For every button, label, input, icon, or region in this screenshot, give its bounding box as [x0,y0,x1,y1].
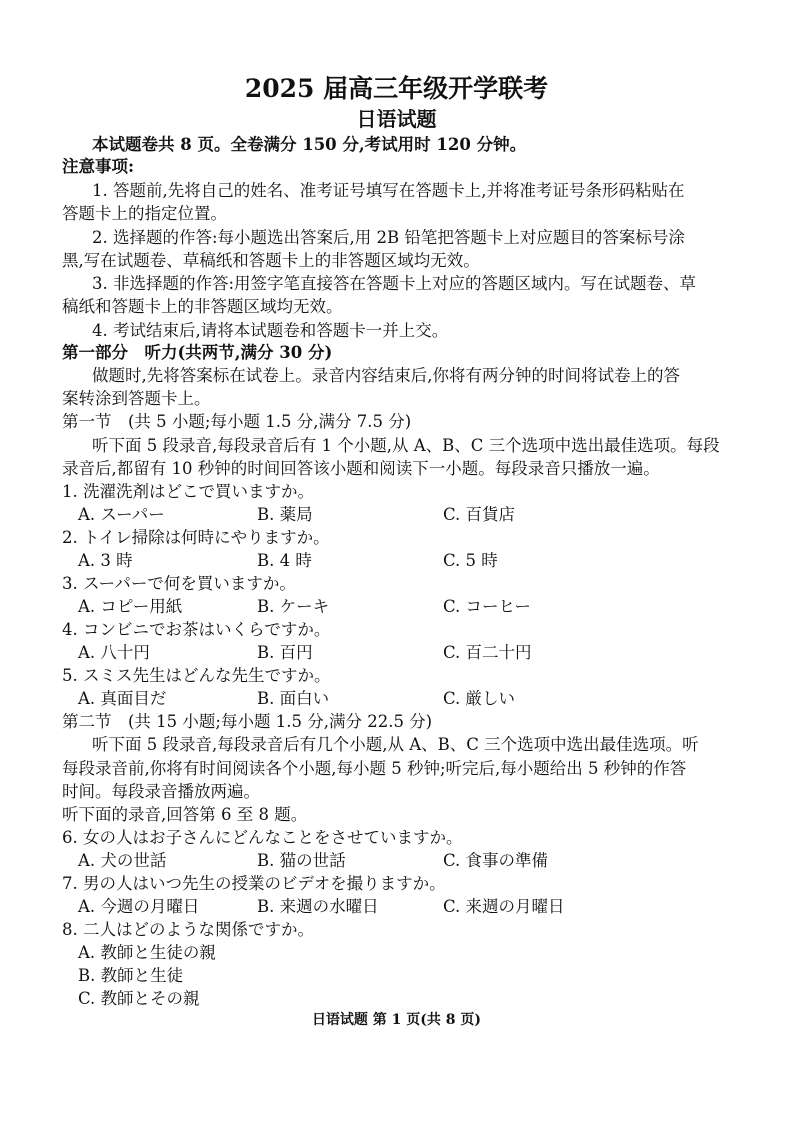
question-7: 7. 男の人はいつ先生の授業のビデオを撮りますか。 [62,874,446,893]
option-2b: B. 4 時 [257,551,312,570]
option-3b: B. ケーキ [257,597,330,616]
note-1-line-1: 1. 答题前,先将自己的姓名、准考证号填写在答题卡上,并将准考证号条形码粘贴在 [92,181,685,200]
question-2: 2. トイレ掃除は何時にやりますか。 [62,528,330,547]
note-3-line-1: 3. 非选择题的作答:用签字笔直接答在答题卡上对应的答题区域内。写在试题卷、草 [92,274,697,293]
question-8: 8. 二人はどのような関係ですか。 [62,920,314,939]
section2-heading: 第二节 (共 15 小题;每小题 1.5 分,满分 22.5 分) [62,712,433,731]
question-6: 6. 女の人はお子さんにどんなことをさせていますか。 [62,828,463,847]
section2-desc-line-1: 听下面 5 段录音,每段录音后有几个小题,从 A、B、C 三个选项中选出最佳选项。听 [92,735,699,754]
question-5: 5. スミス先生はどんな先生ですか。 [62,666,331,685]
option-5c: C. 厳しい [443,689,516,708]
option-7a: A. 今週の月曜日 [78,897,200,916]
note-2-line-1: 2. 选择题的作答:每小题选出答案后,用 2B 铅笔把答题卡上对应题目的答案标号涂 [92,228,685,247]
option-4c: C. 百二十円 [443,643,532,662]
option-5b: B. 面白い [257,689,330,708]
option-6b: B. 猫の世話 [257,851,346,870]
option-2c: C. 5 時 [443,551,498,570]
section1-heading: 第一节 (共 5 小题;每小题 1.5 分,满分 7.5 分) [62,412,412,431]
question-1: 1. 洗濯洗剤はどこで買いますか。 [62,482,314,501]
option-1b: B. 薬局 [257,505,313,524]
option-8c: C. 教師とその親 [78,989,200,1008]
section2-desc-line-3: 时间。每段录音播放两遍。 [62,782,260,801]
note-1-line-2: 答题卡上的指定位置。 [62,204,227,223]
question-4: 4. コンビニでお茶はいくらですか。 [62,620,331,639]
option-8b: B. 教師と生徒 [78,966,184,985]
option-1a: A. スーパー [78,505,165,524]
option-3a: A. コピー用紙 [78,597,183,616]
page-footer: 日语试题 第 1 页(共 8 页) [311,1012,482,1028]
option-2a: A. 3 時 [78,551,133,570]
option-7b: B. 来週の水曜日 [257,897,379,916]
exam-info: 本试题卷共 8 页。全卷满分 150 分,考试用时 120 分钟。 [92,135,527,154]
option-1c: C. 百貨店 [443,505,516,524]
section2-desc-line-2: 每段录音前,你将有时间阅读各个小题,每小题 5 秒钟;听完后,每小题给出 5 秒钟的作答 [62,759,687,778]
option-4a: A. 八十円 [78,643,150,662]
option-3c: C. コーヒー [443,597,531,616]
part1-intro-line-1: 做题时,先将答案标在试卷上。录音内容结束后,你将有两分钟的时间将试卷上的答 [92,366,680,385]
option-7c: C. 来週の月曜日 [443,897,565,916]
option-6c: C. 食事の準備 [443,851,549,870]
part1-heading: 第一部分 听力(共两节,满分 30 分) [62,343,333,362]
exam-title: 2025 届高三年级开学联考 [244,74,549,103]
question-3: 3. スーパーで何を買いますか。 [62,574,296,593]
section1-desc-line-1: 听下面 5 段录音,每段录音后有 1 个小题,从 A、B、C 三个选项中选出最佳选项。每段 [92,436,720,455]
option-8a: A. 教師と生徒の親 [78,943,216,962]
notes-heading: 注意事项: [62,157,135,176]
exam-subtitle: 日语试题 [356,107,437,131]
note-4: 4. 考试结束后,请将本试题卷和答题卡一并上交。 [92,321,449,340]
part1-intro-line-2: 案转涂到答题卡上。 [62,389,211,408]
note-2-line-2: 黑,写在试题卷、草稿纸和答题卡上的非答题区域均无效。 [62,251,480,270]
option-5a: A. 真面目だ [78,689,167,708]
section2-instruction: 听下面的录音,回答第 6 至 8 题。 [62,805,308,824]
section1-desc-line-2: 录音后,都留有 10 秒钟的时间回答该小题和阅读下一小题。每段录音只播放一遍。 [62,459,660,478]
option-4b: B. 百円 [257,643,313,662]
option-6a: A. 犬の世話 [78,851,167,870]
note-3-line-2: 稿纸和答题卡上的非答题区域均无效。 [62,297,343,316]
